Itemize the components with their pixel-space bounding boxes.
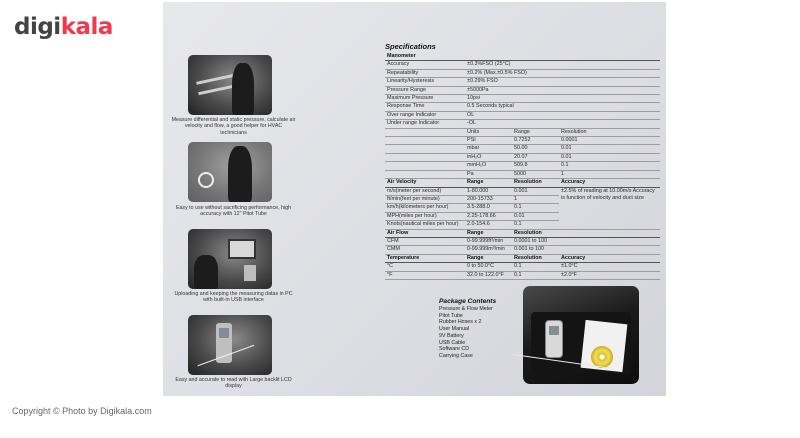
usb-interface-photo	[188, 229, 272, 289]
table-row: Over range Indicator OL	[385, 111, 660, 119]
product-leaflet	[163, 2, 666, 396]
table-row: inH₂O 20.07 0.01	[385, 153, 660, 161]
table-row: Maximum Pressure 10psi	[385, 95, 660, 103]
manometer-header: Manometer	[385, 53, 660, 61]
list-item: Software CD	[439, 346, 470, 353]
caption-usb: Uploading and keeping the measuring datas in PC with built-in USB interface	[174, 291, 293, 304]
units-header-row: Units Range Resolution	[385, 128, 660, 136]
air-velocity-header: Air Velocity Range Resolution Accuracy	[385, 179, 660, 187]
specifications-title: Specifications	[385, 42, 436, 51]
list-item: Carrying Case	[439, 352, 473, 359]
carrying-case-photo	[517, 284, 645, 384]
specifications	[385, 42, 660, 280]
table-row: Accuracy ±0.3%FSO (25°C)	[385, 61, 660, 69]
pitot-tube-photo	[188, 142, 272, 202]
list-item: Pressure & Flow Meter	[439, 306, 493, 312]
caption-lcd: Easy and accurate to read with Large backlit LCD display	[175, 377, 292, 390]
table-row: Knots(nautical miles per hour) 2.0-154.6 0.1	[385, 221, 660, 229]
list-item: User Manual	[439, 326, 470, 333]
table-row: °C 0 to 50.0°C 0.1 ±1.0°C	[385, 263, 660, 271]
table-row: Pa 5000 1	[385, 170, 660, 178]
logo-text-accent: kala	[60, 14, 113, 40]
table-row: mbar 50.00 0.01	[385, 145, 660, 153]
package-title: Package Contents	[439, 298, 497, 305]
table-row: Repeatability ±0.2% (Max.±0.5% FSO)	[385, 69, 660, 77]
table-row: Response Time 0.5 Seconds typical	[385, 103, 660, 111]
hvac-technician-photo	[188, 55, 272, 115]
air-flow-header: Air Flow Range Resolution	[385, 229, 660, 237]
caption-pitot: Easy to use without sacrificing performance, high accuracy with 12" Pitot Tube	[175, 205, 292, 218]
table-row: ft/min(feet per minute) 200-15733 1	[385, 195, 660, 203]
photo-credit: Copyright © Photo by Digikala.com	[12, 406, 152, 416]
table-row: Pressure Range ±5000Pa	[385, 86, 660, 94]
table-row: CFM 0-99.999ft³/min 0.0001 to 100	[385, 237, 660, 245]
logo-text: digi	[14, 14, 61, 40]
lcd-display-photo	[188, 315, 272, 375]
spec-table	[385, 53, 660, 280]
table-row: CMM 0-99.999m³/min 0.001 to 100	[385, 246, 660, 254]
table-row: PSI 0.7252 0.0001	[385, 137, 660, 145]
table-row: km/h(kilometers per hour) 3.5-288.0 0.1	[385, 204, 660, 212]
meter-image	[545, 320, 563, 358]
table-row: °F 32.0 to 122.0°F 0.1 ±2.0°F	[385, 271, 660, 279]
table-row: MPH(miles per hour) 2.25-178.66 0.01	[385, 212, 660, 220]
table-row: Under range Indicator -OL	[385, 120, 660, 128]
table-row: mmH₂O 509.8 0.1	[385, 162, 660, 170]
digikala-logo[interactable]	[14, 14, 113, 40]
list-item: 9V Battery	[439, 332, 464, 339]
table-row: m/s(meter per second) 1-80.000 0.001 ±2.5% of reading at 10.00m/s Accuracy is function of velocity and duct size	[385, 187, 660, 195]
air-velocity-accuracy: ±2.5% of reading at 10.00m/s Accuracy is function of velocity and duct size	[559, 187, 660, 229]
list-item: USB Cable	[439, 339, 466, 346]
package-contents	[439, 298, 496, 360]
temperature-header: Temperature Range Resolution Accuracy	[385, 254, 660, 262]
list-item: Pitot Tube	[439, 312, 463, 319]
caption-hvac: Measure differential and static pressure, calculate air velocity and flow, a good helper for HVAC technicians	[171, 117, 296, 136]
list-item: Rubber Hoses x 2	[439, 319, 482, 326]
table-row: Linearity/Hysteresis ±0.29% FSO	[385, 78, 660, 86]
